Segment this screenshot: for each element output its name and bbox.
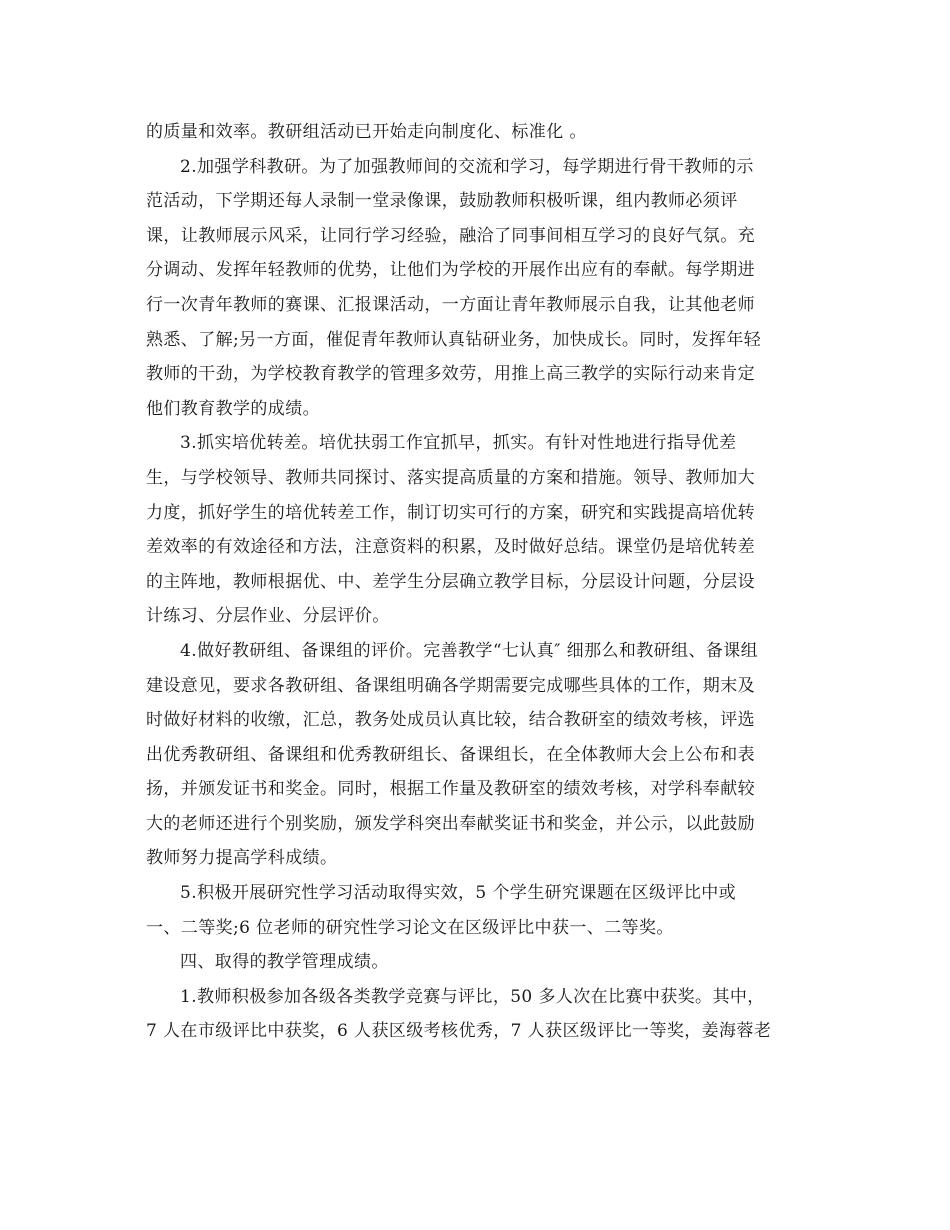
text-line: 扬，并颁发证书和奖金。同时，根据工作量及教研室的绩效考核，对学科奉献较 (146, 779, 755, 800)
text-line: 大的老师还进行个别奖励，颁发学科突出奉献奖证书和奖金，并公示，以此鼓励 (146, 813, 755, 834)
text-line: 时做好材料的收缴，汇总，教务处成员认真比较，结合教研室的绩效考核，评选 (146, 710, 755, 731)
text-line: 5.积极开展研究性学习活动取得实效，5 个学生研究课题在区级评比中或 (180, 883, 737, 904)
text-line: 2.加强学科教研。为了加强教师间的交流和学习，每学期进行骨干教师的示 (180, 156, 754, 177)
text-line: 4.做好教研组、备课组的评价。完善教学“七认真″ 细那么和教研组、备课组 (180, 640, 759, 661)
text-line: 计练习、分层作业、分层评价。 (146, 606, 390, 627)
text-line: 7 人在市级评比中获奖，6 人获区级考核优秀，7 人获区级评比一等奖，姜海蓉老 (146, 1021, 772, 1042)
text-line: 1.教师积极参加各级各类教学竞赛与评比，50 多人次在比赛中获奖。其中， (180, 986, 765, 1007)
text-line: 生，与学校领导、教师共同探讨、落实提高质量的方案和措施。领导、教师加大 (146, 467, 755, 488)
text-line: 力度，抓好学生的培优转差工作，制订切实可行的方案，研究和实践提高培优转 (146, 502, 755, 523)
text-line: 范活动，下学期还每人录制一堂录像课，鼓励教师积极听课，组内教师必须评 (146, 191, 738, 212)
text-line: 分调动、发挥年轻教师的优势，让他们为学校的开展作出应有的奉献。每学期进 (146, 260, 755, 281)
text-line: 行一次青年教师的赛课、汇报课活动，一方面让青年教师展示自我，让其他老师 (146, 294, 755, 315)
text-line: 出优秀教研组、备课组和优秀教研组长、备课组长，在全体教师大会上公布和表 (146, 744, 755, 765)
text-line: 熟悉、了解;另一方面，催促青年教师认真钻研业务，加快成长。同时，发挥年轻 (146, 329, 762, 350)
text-line: 一、二等奖;6 位老师的研究性学习论文在区级评比中获一、二等奖。 (146, 917, 674, 938)
text-line: 他们教育教学的成绩。 (146, 398, 320, 419)
text-line: 教师努力提高学科成绩。 (146, 848, 338, 869)
text-line: 四、取得的教学管理成绩。 (180, 952, 389, 973)
text-line: 课，让教师展示风采，让同行学习经验，融洽了同事间相互学习的良好气氛。充 (146, 225, 755, 246)
text-line: 的质量和效率。教研组活动已开始走向制度化、标准化 。 (146, 122, 587, 142)
text-line: 建设意见，要求各教研组、备课组明确各学期需要完成哪些具体的工作，期末及 (146, 675, 755, 696)
document-body (146, 115, 816, 1049)
text-line: 的主阵地，教师根据优、中、差学生分层确立教学目标，分层设计问题，分层设 (146, 571, 755, 592)
text-line: 教师的干劲，为学校教育教学的管理多效劳，用推上高三教学的实际行动来肯定 (146, 364, 755, 385)
text-line: 3.抓实培优转差。培优扶弱工作宜抓早，抓实。有针对性地进行指导优差 (180, 433, 737, 454)
text-line: 差效率的有效途径和方法，注意资料的积累，及时做好总结。课堂仍是培优转差 (146, 537, 755, 558)
